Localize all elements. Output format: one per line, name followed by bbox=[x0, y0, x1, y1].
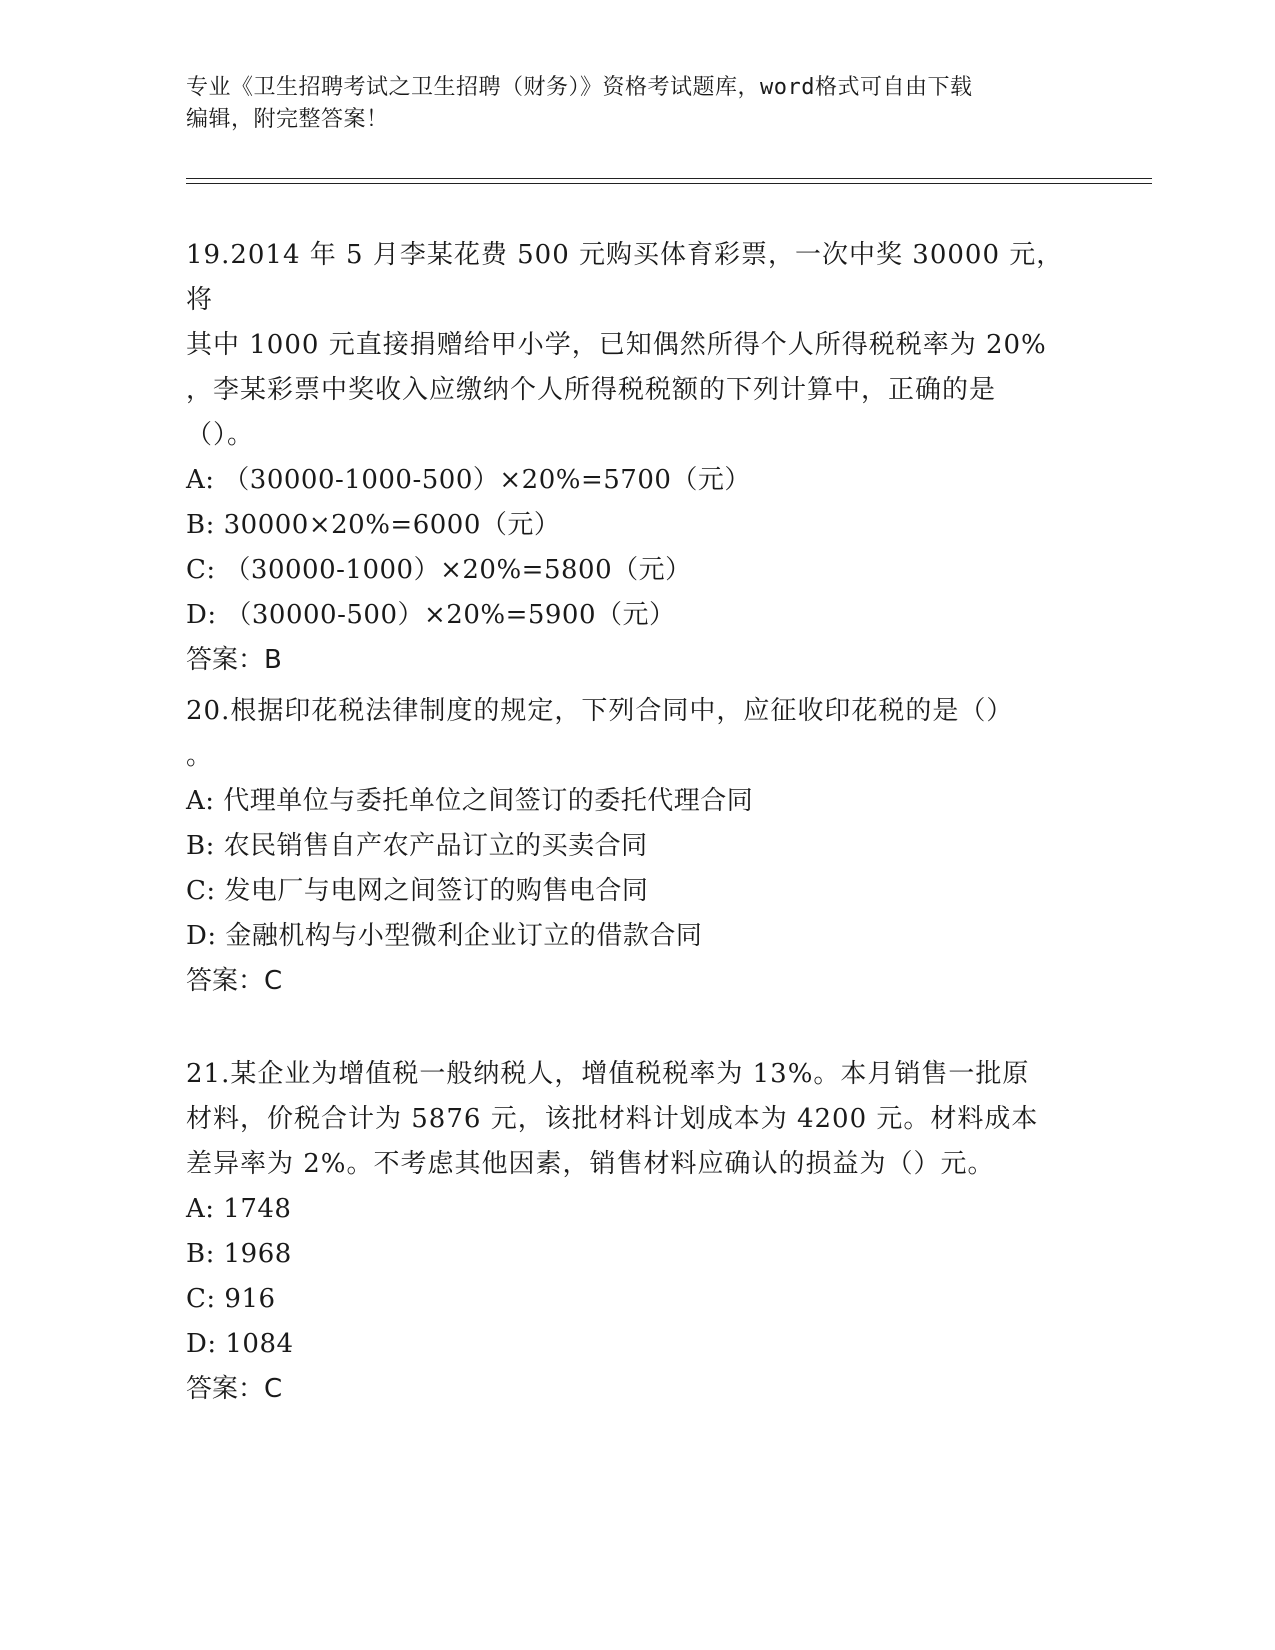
stem-line: （）。 bbox=[186, 420, 255, 450]
answer-line: 答案：B bbox=[186, 645, 282, 675]
answer-line: 答案：C bbox=[186, 1374, 283, 1404]
stem-line: 21.某企业为增值税一般纳税人，增值税税率为 13%。本月销售一批原 bbox=[186, 1059, 1030, 1089]
option-b: B: 1968 bbox=[186, 1239, 292, 1269]
stem-line: 19.2014 年 5 月李某花费 500 元购买体育彩票，一次中奖 30000 元，将 bbox=[186, 240, 1064, 315]
option-b: B: 30000×20%=6000（元） bbox=[186, 510, 561, 540]
stem-line: 其中 1000 元直接捐赠给甲小学，已知偶然所得个人所得税税率为 20% bbox=[186, 330, 1047, 360]
question-21 bbox=[186, 1052, 1086, 1412]
option-c: C: 916 bbox=[186, 1284, 276, 1314]
answer-line: 答案：C bbox=[186, 966, 283, 996]
question-stem bbox=[186, 1052, 1086, 1187]
stem-line: ，李某彩票中奖收入应缴纳个人所得税税额的下列计算中，正确的是 bbox=[186, 375, 997, 405]
header-line-1: 专业《卫生招聘考试之卫生招聘（财务）》资格考试题库，word格式可自由下载 bbox=[186, 75, 973, 100]
option-d: D: 1084 bbox=[186, 1329, 294, 1359]
stem-line: 差异率为 2%。不考虑其他因素，销售材料应确认的损益为（）元。 bbox=[186, 1149, 995, 1179]
question-stem bbox=[186, 689, 1086, 779]
document-header bbox=[186, 72, 1086, 136]
header-divider-top bbox=[186, 178, 1152, 179]
option-c: C: （30000-1000）×20%=5800（元） bbox=[186, 555, 692, 585]
header-divider-bottom bbox=[186, 183, 1152, 184]
question-20 bbox=[186, 689, 1086, 1004]
option-a: A: 1748 bbox=[186, 1194, 292, 1224]
stem-line: 材料，价税合计为 5876 元，该批材料计划成本为 4200 元。材料成本 bbox=[186, 1104, 1039, 1134]
option-a: A: （30000-1000-500）×20%=5700（元） bbox=[186, 465, 751, 495]
option-c: C: 发电厂与电网之间签订的购售电合同 bbox=[186, 876, 649, 906]
option-a: A: 代理单位与委托单位之间签订的委托代理合同 bbox=[186, 786, 754, 816]
header-line-2: 编辑，附完整答案！ bbox=[186, 107, 389, 132]
question-19 bbox=[186, 233, 1086, 683]
option-d: D: 金融机构与小型微利企业订立的借款合同 bbox=[186, 921, 703, 951]
option-d: D: （30000-500）×20%=5900（元） bbox=[186, 600, 676, 630]
question-stem bbox=[186, 233, 1086, 458]
stem-line: 。 bbox=[186, 741, 214, 771]
option-b: B: 农民销售自产农产品订立的买卖合同 bbox=[186, 831, 648, 861]
stem-line: 20.根据印花税法律制度的规定，下列合同中，应征收印花税的是（） bbox=[186, 696, 1014, 726]
